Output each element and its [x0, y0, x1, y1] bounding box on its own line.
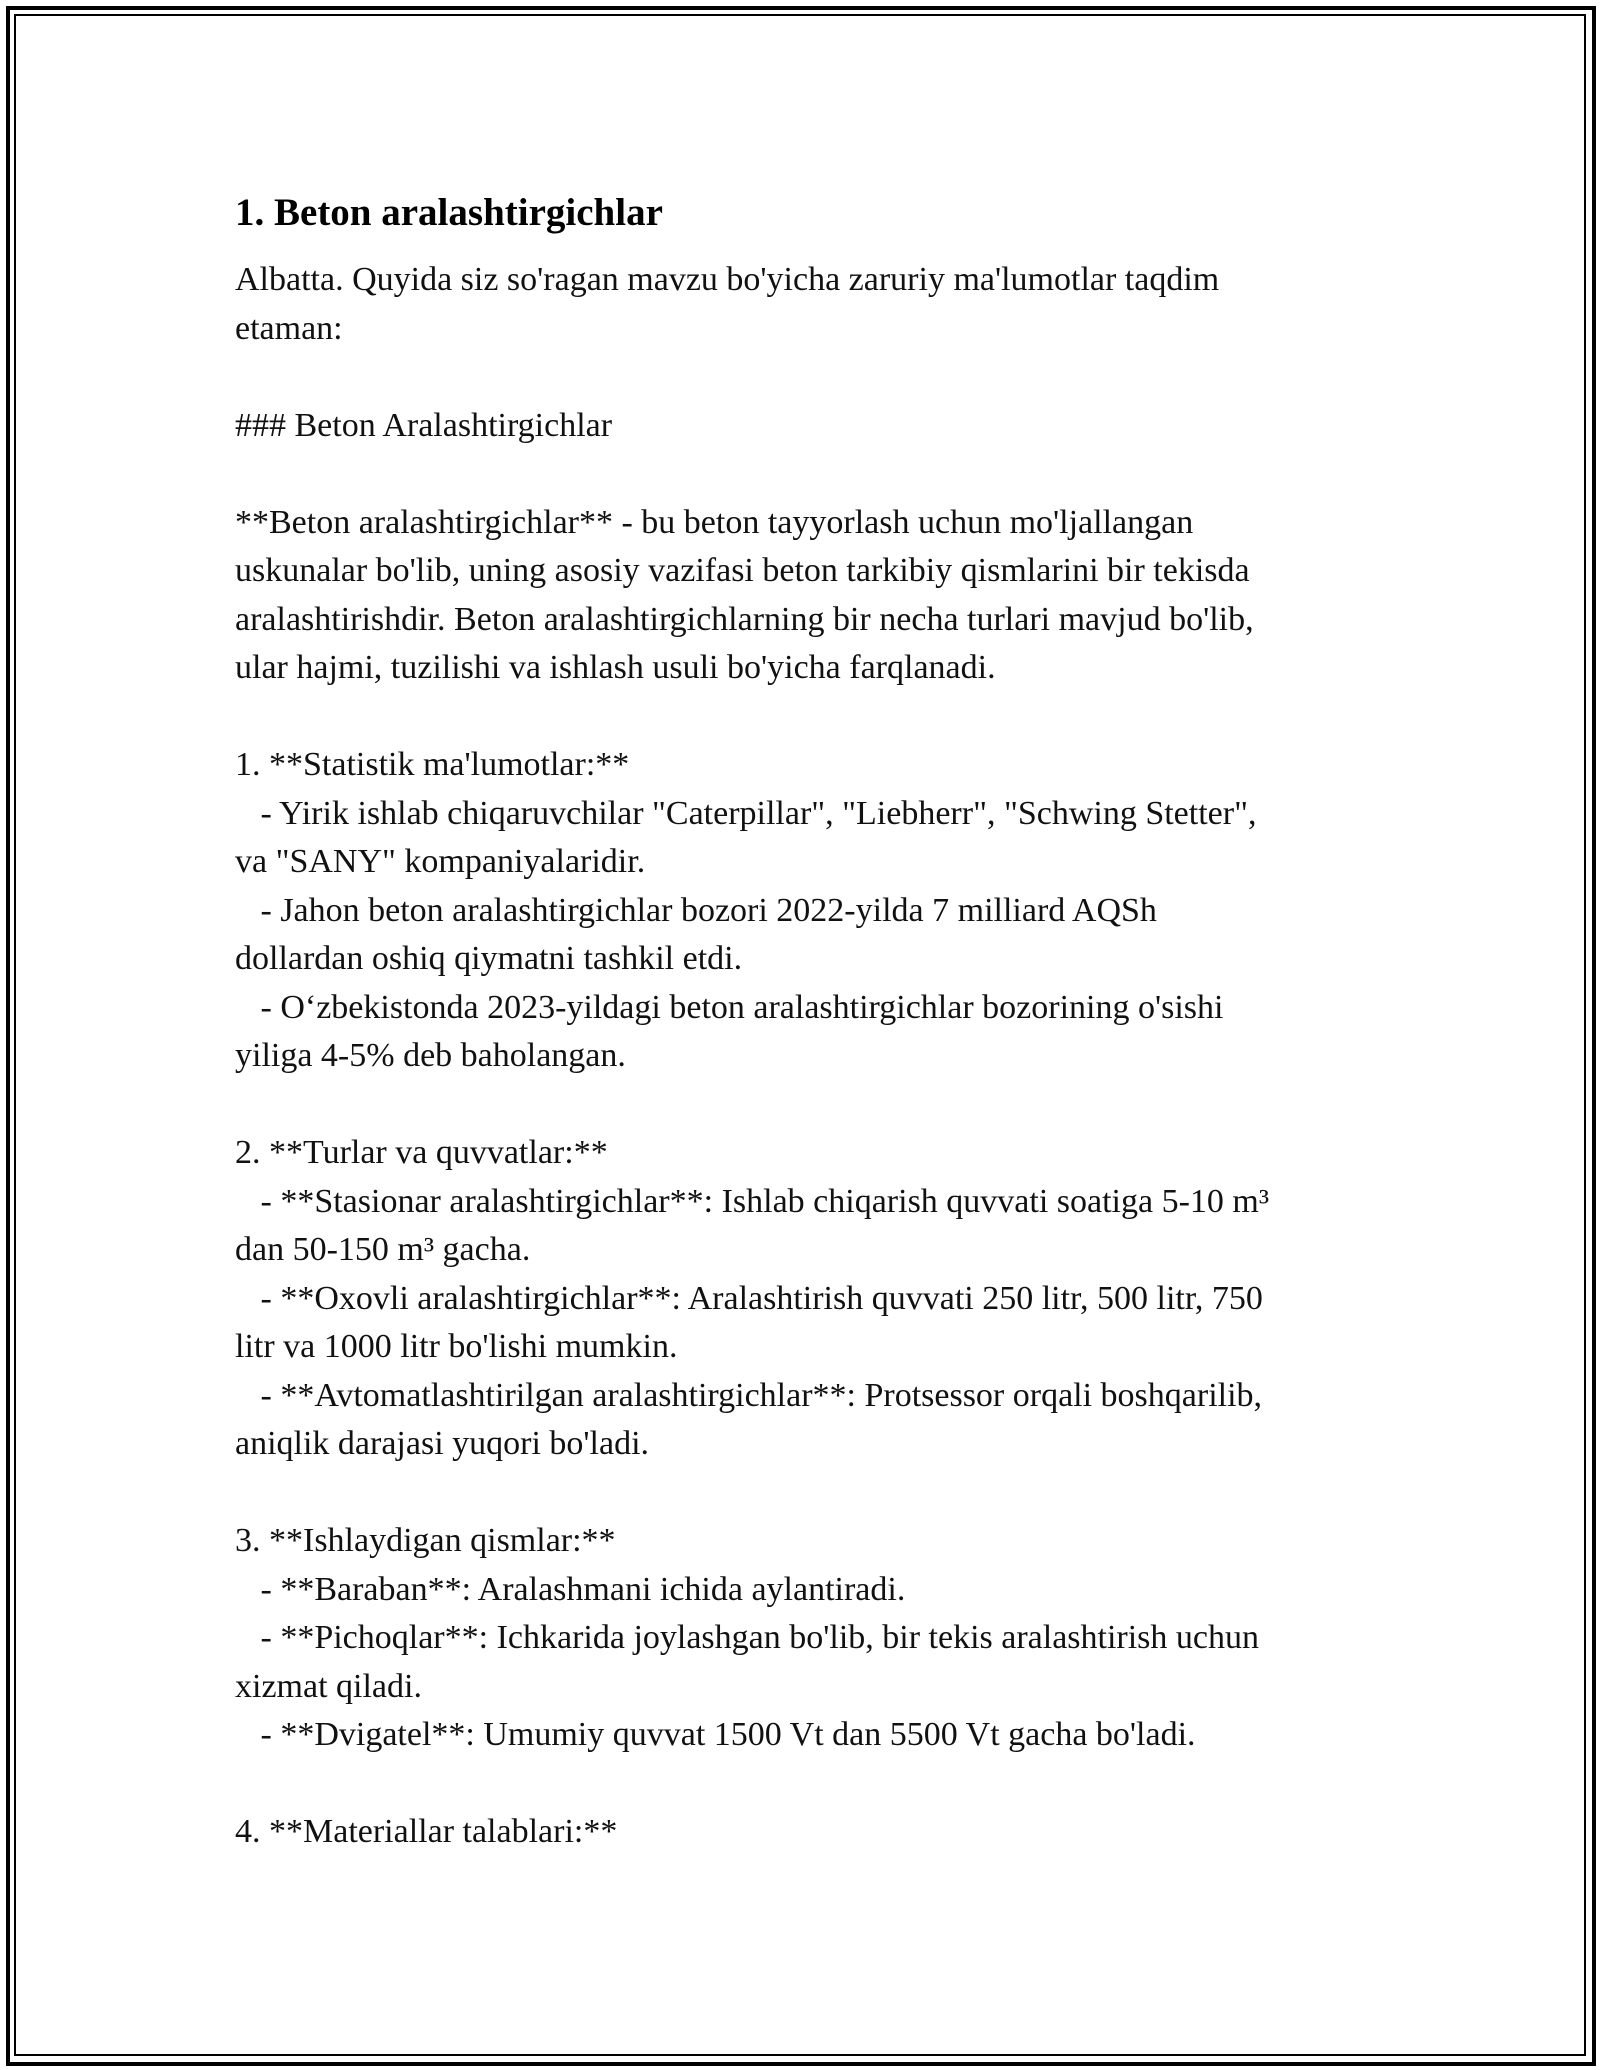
document-body: Albatta. Quyida siz so'ragan mavzu bo'yicha zaruriy ma'lumotlar taqdim etaman: ### Beton Aralashtirgichlar **Beton aralashtirgichlar** - bu beton tayyorlash uchun mo'ljallangan uskunalar bo'lib, uning asosiy vazifasi beton tarkibiy qismlarini bir tekisda aralashtirishdir. Beton aralashtirgichlarning bir necha turlari mavjud bo'lib, ular hajmi, tuzilishi va ishlash usuli bo'yicha farqlanadi. 1. **Statistik ma'lumotlar:** - Yirik ishlab chiqaruvchilar "Caterpillar", "Liebherr", "Schwing Stetter", va "SANY" kompaniyalaridir. - Jahon beton aralashtirgichlar bozori 2022-yilda 7 milliard AQSh dollardan oshiq qiymatni tashkil etdi. - O‘zbekistonda 2023-yildagi beton aralashtirgichlar bozorining o'sishi yiliga 4-5% deb baholangan. 2. **Turlar va quvvatlar:** - **Stasionar aralashtirgichlar**: Ishlab chiqarish quvvati soatiga 5-10 m³ dan 50-150 m³ gacha. - **Oxovli aralashtirgichlar**: Aralashtirish quvvati 250 litr, 500 litr, 750 litr va 1000 litr bo'lishi mumkin. - **Avtomatlashtirilgan aralashtirgichlar**: Protsessor orqali boshqarilib, aniqlik darajasi yuqori bo'ladi. 3. **Ishlaydigan qismlar:** - **Baraban**: Aralashmani ichida aylantiradi. - **Pichoqlar**: Ichkarida joylashgan bo'lib, bir tekis aralashtirish uchun xizmat qiladi. - **Dvigatel**: Umumiy quvvat 1500 Vt dan 5500 Vt gacha bo'ladi. 4. **Materiallar talablari:**: [235, 261, 1270, 1850]
document-title: 1. Beton aralashtirgichlar: [235, 191, 663, 234]
document-page: [235, 188, 1365, 1857]
